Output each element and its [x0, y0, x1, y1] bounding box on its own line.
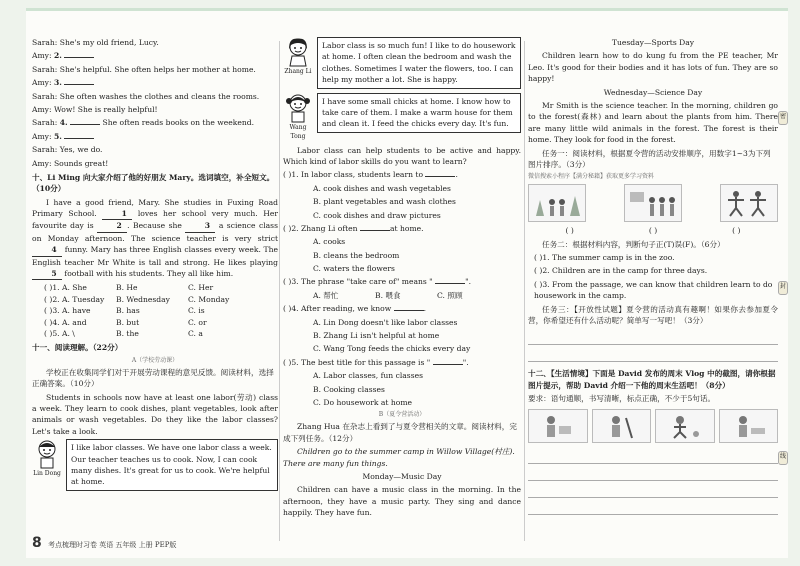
part-a-questions — [283, 169, 521, 408]
question — [283, 303, 521, 355]
question — [283, 223, 521, 275]
option[interactable]: A. cooks — [313, 237, 346, 247]
music-party-icon — [626, 186, 680, 220]
camp-picture-science — [528, 184, 586, 222]
question — [283, 169, 521, 221]
option[interactable]: A. cook dishes and wash vegetables — [313, 183, 451, 193]
question-stem[interactable]: ( )2. Zhang Li often at home. — [283, 223, 424, 233]
tuesday-text: Children learn how to do kung fu from the PE teacher, Mr Leo. It's good for their bodies and it has lots of fun. They are so happy! — [528, 51, 778, 84]
option[interactable]: C. cook dishes and draw pictures — [313, 210, 441, 220]
dialogue-line: Sarah: She often washes the clothes and cleans the rooms. — [32, 91, 260, 101]
zhang-li-text: Labor class is so much fun! I like to do housework at home. I often clean the bedroom and wash the clothes. Sometimes I water the flowers, too. I can help my mother a lot. She is happy. — [317, 37, 521, 89]
task-2: 任务二：根据材料内容，判断句子正(T)误(F)。（6分） — [542, 239, 725, 249]
true-false-item[interactable]: ( )3. From the passage, we can know that children learn to do housework in the camp. — [534, 279, 773, 301]
task-3-answer-line[interactable] — [528, 345, 778, 362]
footer-text: 考点梳理时习卷 英语 五年级 上册 PEP版 — [47, 541, 177, 549]
question — [283, 357, 521, 409]
vlog-picture-3 — [655, 409, 715, 443]
column-right — [528, 37, 778, 515]
dialogue-line: Sarah: Yes, we do. — [32, 145, 103, 155]
section-12-answer-line[interactable] — [528, 498, 778, 515]
question-stem[interactable]: ( )5. The best title for this passage is " ". — [283, 357, 469, 367]
option[interactable]: B. 喂食 — [375, 290, 401, 300]
side-tab: 封 — [778, 281, 788, 295]
worksheet-page — [26, 8, 788, 558]
lin-dong-avatar — [32, 439, 62, 478]
dialogue-blank[interactable] — [64, 84, 94, 85]
section-10-title: 十、Li Ming 向大家介绍了他的好朋友 Mary。选词填空，补全短文。（10分） — [32, 172, 275, 194]
option[interactable]: A. Labor classes, fun classes — [313, 371, 423, 381]
camp-picture-sports — [720, 184, 778, 222]
wednesday-title: Wednesday—Science Day — [603, 87, 703, 97]
boy-cooking-icon — [723, 412, 773, 440]
blank-3[interactable]: 3 — [185, 220, 215, 232]
question-stem[interactable]: ( )3. The phrase "take care of" means " ". — [283, 277, 472, 287]
section-12-answer-line[interactable] — [528, 481, 778, 498]
vlog-picture-1 — [528, 409, 588, 443]
option[interactable]: B. Cooking classes — [313, 384, 385, 394]
dialogue-line: Amy: 5. — [32, 131, 278, 142]
page-number: 8 — [32, 535, 42, 551]
tuesday-title: Tuesday—Sports Day — [611, 38, 695, 47]
blank-1[interactable]: 1 — [102, 208, 132, 220]
side-tab: 线 — [778, 451, 788, 465]
zhang-li-name: Zhang Li — [284, 68, 312, 75]
part-a-summary: Labor class can help students to be active and happy. Which kind of labor skills do you want to learn? — [283, 145, 521, 166]
task-1-note: 微信搜索小程序【满分秘籍】获取更多学习资料 — [528, 173, 655, 181]
section-12-requirement: 要求：语句通顺，书写清晰，标点正确，不少于5句话。 — [528, 394, 716, 404]
dialogue-line: Amy: Sounds great! — [32, 158, 109, 168]
vlog-screenshots — [528, 409, 778, 443]
question — [283, 276, 521, 301]
section-12-answer-line[interactable] — [528, 464, 778, 481]
option[interactable]: A. 帮忙 — [313, 290, 339, 300]
boy-cleaning-icon — [596, 412, 646, 440]
blank-5[interactable]: 5 — [32, 268, 62, 280]
section-11-title: 十一、阅读理解。（22分） — [32, 343, 123, 353]
option-row[interactable]: ( )2. A. Tuesday B. Wednesday C. Monday — [44, 294, 230, 304]
part-b-intro: Zhang Hua 在杂志上看到了与夏令营相关的文章。阅读材料，完成下列任务。（12分） — [283, 422, 517, 443]
wang-tong-text: I have some small chicks at home. I know how to take care of them. I make a warm house for them and clean it. I feed the chicks every day. It's fun. — [317, 93, 521, 133]
picture-answer-blank[interactable]: ( ) — [732, 226, 741, 236]
dialogue-line: Amy: 2. — [32, 50, 278, 61]
wang-tong-avatar — [283, 93, 313, 141]
page-footer — [32, 533, 176, 554]
dialogue — [32, 37, 278, 169]
part-b-label: B（夏令营活动） — [378, 411, 426, 419]
lin-dong-name: Lin Dong — [33, 470, 61, 478]
column-left — [32, 37, 278, 495]
option-row[interactable]: ( )1. A. She B. He C. Her — [44, 283, 214, 293]
option[interactable]: C. 照顾 — [437, 290, 463, 300]
boy-playing-icon — [660, 412, 710, 440]
column-middle — [283, 37, 521, 521]
section-10-passage: I have a good friend, Mary. She studies in Fuxing Road Primary School. 1 loves her school very much. Her favourite day is 2 . Because she 3 a science class on Monday afternoon. The science teacher is very strict 4 funny. Mary has three English classes every week. The English teacher Mr White is tall and strong. He likes playing 5 football with his students. They all like him. — [32, 197, 278, 281]
dialogue-blank[interactable] — [64, 138, 94, 139]
monday-title: Monday—Music Day — [362, 471, 442, 481]
dialogue-line: Sarah: She's my old friend, Lucy. — [32, 38, 159, 47]
vlog-picture-4 — [719, 409, 779, 443]
option-row[interactable]: ( )3. A. have B. has C. is — [44, 306, 205, 316]
forest-kids-icon — [530, 186, 584, 220]
part-a-paragraph: Students in schools now have at least one labor(劳动) class a week. They learn to cook dishes, plant vegetables, look after animals or wash vegetables. Do they like the labor classes? Let's take a look. — [32, 392, 278, 436]
dialogue-line: Amy: Wow! She is really helpful! — [32, 104, 158, 114]
boy-icon — [34, 439, 60, 469]
column-divider — [279, 41, 280, 541]
true-false-item[interactable]: ( )1. The summer camp is in the zoo. — [534, 253, 675, 263]
part-a-label: A（学校劳动课） — [131, 356, 179, 364]
zhang-li-speech — [283, 37, 521, 89]
option[interactable]: C. waters the flowers — [313, 264, 395, 274]
question-stem[interactable]: ( )1. In labor class, students learn to . — [283, 170, 458, 180]
option[interactable]: C. Wang Tong feeds the chicks every day — [313, 344, 471, 354]
dialogue-line: Sarah: 4. She often reads books on the weekend. — [32, 118, 254, 128]
option[interactable]: C. Do housework at home — [313, 397, 413, 407]
dialogue-blank[interactable] — [70, 124, 100, 125]
answer-blank[interactable] — [394, 310, 424, 311]
option-row[interactable]: ( )4. A. and B. but C. or — [44, 317, 207, 327]
option[interactable]: A. Lin Dong doesn't like labor classes — [313, 317, 458, 327]
part-a-intro: 学校正在收集同学们对于开展劳动课程的意见反馈。阅读材料，选择正确答案。（10分） — [32, 367, 274, 389]
camp-pictures — [528, 184, 778, 222]
camp-picture-music — [624, 184, 682, 222]
task-3: 任务三：【开放性试题】夏令营的活动真有趣啊！如果你去参加夏令营，你希望还有什么活动呢？简单写一写吧！（3分） — [528, 304, 778, 326]
task-3-answer-line[interactable] — [528, 328, 778, 345]
kung-fu-icon — [722, 186, 776, 220]
wang-tong-name: Wang Tong — [289, 123, 307, 140]
wang-tong-speech — [283, 93, 521, 141]
dialogue-line: Amy: 3. — [32, 77, 278, 88]
blank-2[interactable]: 2 — [97, 220, 127, 232]
zhang-li-avatar — [283, 37, 313, 76]
side-tab: 密 — [778, 111, 788, 125]
lin-dong-speech — [32, 439, 278, 491]
boy-reading-icon — [533, 412, 583, 440]
true-false-item[interactable]: ( )2. Children are in the camp for three days. — [534, 266, 708, 276]
girl-icon — [285, 93, 311, 123]
answer-blank[interactable] — [433, 364, 463, 365]
answer-blank[interactable] — [425, 176, 455, 177]
column-divider — [524, 41, 525, 541]
blank-4[interactable]: 4 — [32, 244, 62, 256]
answer-blank[interactable] — [435, 283, 465, 284]
picture-answer-blank[interactable]: ( ) — [565, 226, 574, 236]
girl-icon — [285, 37, 311, 67]
section-12-title: 十二、【生活情境】下面是 David 发布的周末 Vlog 中的截图，请你根据图片提示，帮助 David 介绍一下他的周末生活吧！（8分） — [528, 369, 776, 390]
picture-answers — [528, 225, 778, 236]
section-12-answer-line[interactable] — [528, 447, 778, 464]
true-false-list — [528, 252, 778, 302]
option[interactable]: B. cleans the bedroom — [313, 250, 400, 260]
wednesday-text: Mr Smith is the science teacher. In the morning, children go to the forest(森林) and learn about the plants from him. There are many little wild animals in the forest. The forest is their home. They look for food in the forest. — [528, 100, 778, 145]
part-b-italic: Children go to the summer camp in Willow Village(村庄). There are many fun things. — [283, 447, 515, 468]
option-row[interactable]: ( )5. A. \ B. the C. a — [44, 328, 203, 338]
section-10-options — [32, 282, 278, 339]
answer-blank[interactable] — [360, 230, 390, 231]
option[interactable]: B. plant vegetables and wash clothes — [313, 197, 456, 207]
lin-dong-text: I like labor classes. We have one labor class a week. Our teacher teaches us to cook. Now, I can cook many dishes. It's great for us to cook. We're helpful at home. — [66, 439, 278, 491]
vlog-picture-2 — [592, 409, 652, 443]
picture-answer-blank[interactable]: ( ) — [648, 226, 658, 236]
option[interactable]: B. Zhang Li isn't helpful at home — [313, 331, 440, 341]
dialogue-line: Sarah: She's helpful. She often helps her mother at home. — [32, 64, 256, 74]
question-stem[interactable]: ( )4. After reading, we know . — [283, 304, 427, 314]
monday-text: Children can have a music class in the morning. In the afternoon, they have a music party. They sing and dance happily. They have fun. — [283, 485, 521, 518]
dialogue-blank[interactable] — [64, 57, 94, 58]
task-1: 任务一：阅读材料，根据夏令营的活动安排顺序，用数字1~3为下列图片排序。（3分） — [528, 148, 771, 169]
